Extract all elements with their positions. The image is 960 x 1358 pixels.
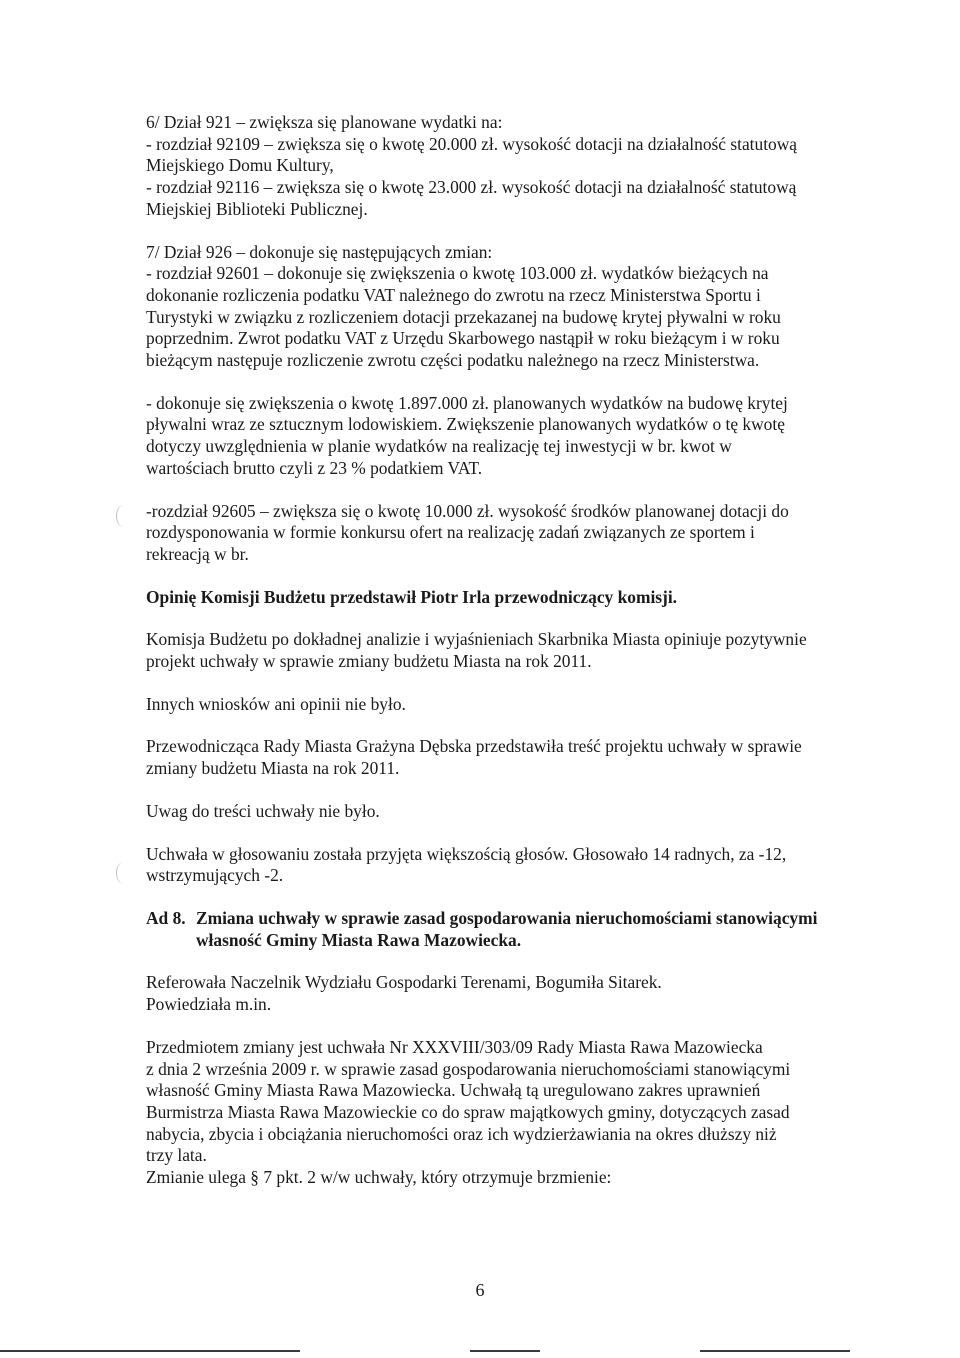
agenda-item-number: Ad 8. — [146, 907, 186, 928]
paragraph-pool-increase: - dokonuje się zwiększenia o kwotę 1.897.000 zł. planowanych wydatków na budowę krytej pływalni wraz ze sztucznym lodowiskiem. Zwiększenie planowanych wydatków o tę kwotę dotyczy uwzględnienia w planie wydatków na realizację tej inwestycji w br. kwot w wartościach brutto czyli z 23 % podatkiem VAT. — [146, 392, 788, 478]
agenda-item-title: Zmiana uchwały w sprawie zasad gospodarowania nieruchomościami stanowiącymi własność Gminy Miasta Rawa Mazowiecka. — [196, 907, 818, 950]
section-6-dzial-921: 6/ Dział 921 – zwiększa się planowane wydatki na: - rozdział 92109 – zwiększa się o kwotę 20.000 zł. wysokość dotacji na działalność statutową Miejskiego Domu Kultury, - rozdział 92116 – zwiększa się o kwotę 23.000 zł. wysokość dotacji na działalność statutową Miejskiej Biblioteki Publicznej. — [146, 112, 798, 219]
document-body — [146, 112, 864, 1189]
no-other-motions: Innych wniosków ani opinii nie było. — [146, 693, 406, 714]
paragraph-rozdzial-92605: -rozdział 92605 – zwiększa się o kwotę 10.000 zł. wysokość środków planowanej dotacji do rozdysponowania w formie konkursu ofert na realizację zadań związanych ze sportem i rekreacją w br. — [146, 500, 789, 564]
no-remarks: Uwag do treści uchwały nie było. — [146, 800, 380, 821]
committee-opinion-heading: Opinię Komisji Budżetu przedstawił Piotr Irla przewodniczący komisji. — [146, 586, 678, 607]
scan-edge-mark — [700, 1350, 850, 1352]
scan-edge-mark — [470, 1350, 540, 1352]
chairwoman-presentation: Przewodnicząca Rady Miasta Grażyna Dębska przedstawiła treść projektu uchwały w sprawie zmiany budżetu Miasta na rok 2011. — [146, 736, 802, 779]
scan-punch-mark — [116, 862, 131, 884]
committee-opinion-text: Komisja Budżetu po dokładnej analizie i wyjaśnieniach Skarbnika Miasta opiniuje pozytywnie projekt uchwały w sprawie zmiany budżetu Miasta na rok 2011. — [146, 629, 807, 672]
scan-edge-mark — [0, 1350, 300, 1352]
section-7-dzial-926: 7/ Dział 926 – dokonuje się następujących zmian: - rozdział 92601 – dokonuje się zwiększenia o kwotę 103.000 zł. wydatków bieżących na dokonanie rozliczenia podatku VAT należnego do zwrotu na rzecz Ministerstwa Sportu i Turystyki w związku z rozliczeniem dotacji przekazanej na budowę krytej pływalni w roku poprzednim. Zwrot podatku VAT z Urzędu Skarbowego nastąpił w roku bieżącym i w roku bieżącym następuje rozliczenie zwrotu części podatku należnego na rzecz Ministerstwa. — [146, 241, 781, 371]
page-number: 6 — [475, 1280, 485, 1300]
agenda-item-heading — [146, 908, 864, 951]
vote-result: Uchwała w głosowaniu została przyjęta większością głosów. Głosowało 14 radnych, za -12, wstrzymujących -2. — [146, 843, 787, 886]
subject-of-change: Przedmiotem zmiany jest uchwała Nr XXXVIII/303/09 Rady Miasta Rawa Mazowiecka z dnia 2 września 2009 r. w sprawie zasad gospodarowania nieruchomościami stanowiącymi własność Gminy Miasta Rawa Mazowiecka. Uchwałą tą uregulowano zakres uprawnień Burmistrza Miasta Rawa Mazowieckie co do spraw majątkowych gminy, dotyczących zasad nabycia, zbycia i obciążania nieruchomości oraz ich wydzierżawiania na okres dłuższy niż trzy lata. — [146, 1036, 791, 1166]
presenter-info: Referowała Naczelnik Wydziału Gospodarki Terenami, Bogumiła Sitarek. Powiedziała m.in. — [146, 972, 662, 1015]
amended-paragraph-intro: Zmianie ulega § 7 pkt. 2 w/w uchwały, który otrzymuje brzmienie: — [146, 1167, 612, 1188]
scan-punch-mark — [116, 505, 131, 527]
